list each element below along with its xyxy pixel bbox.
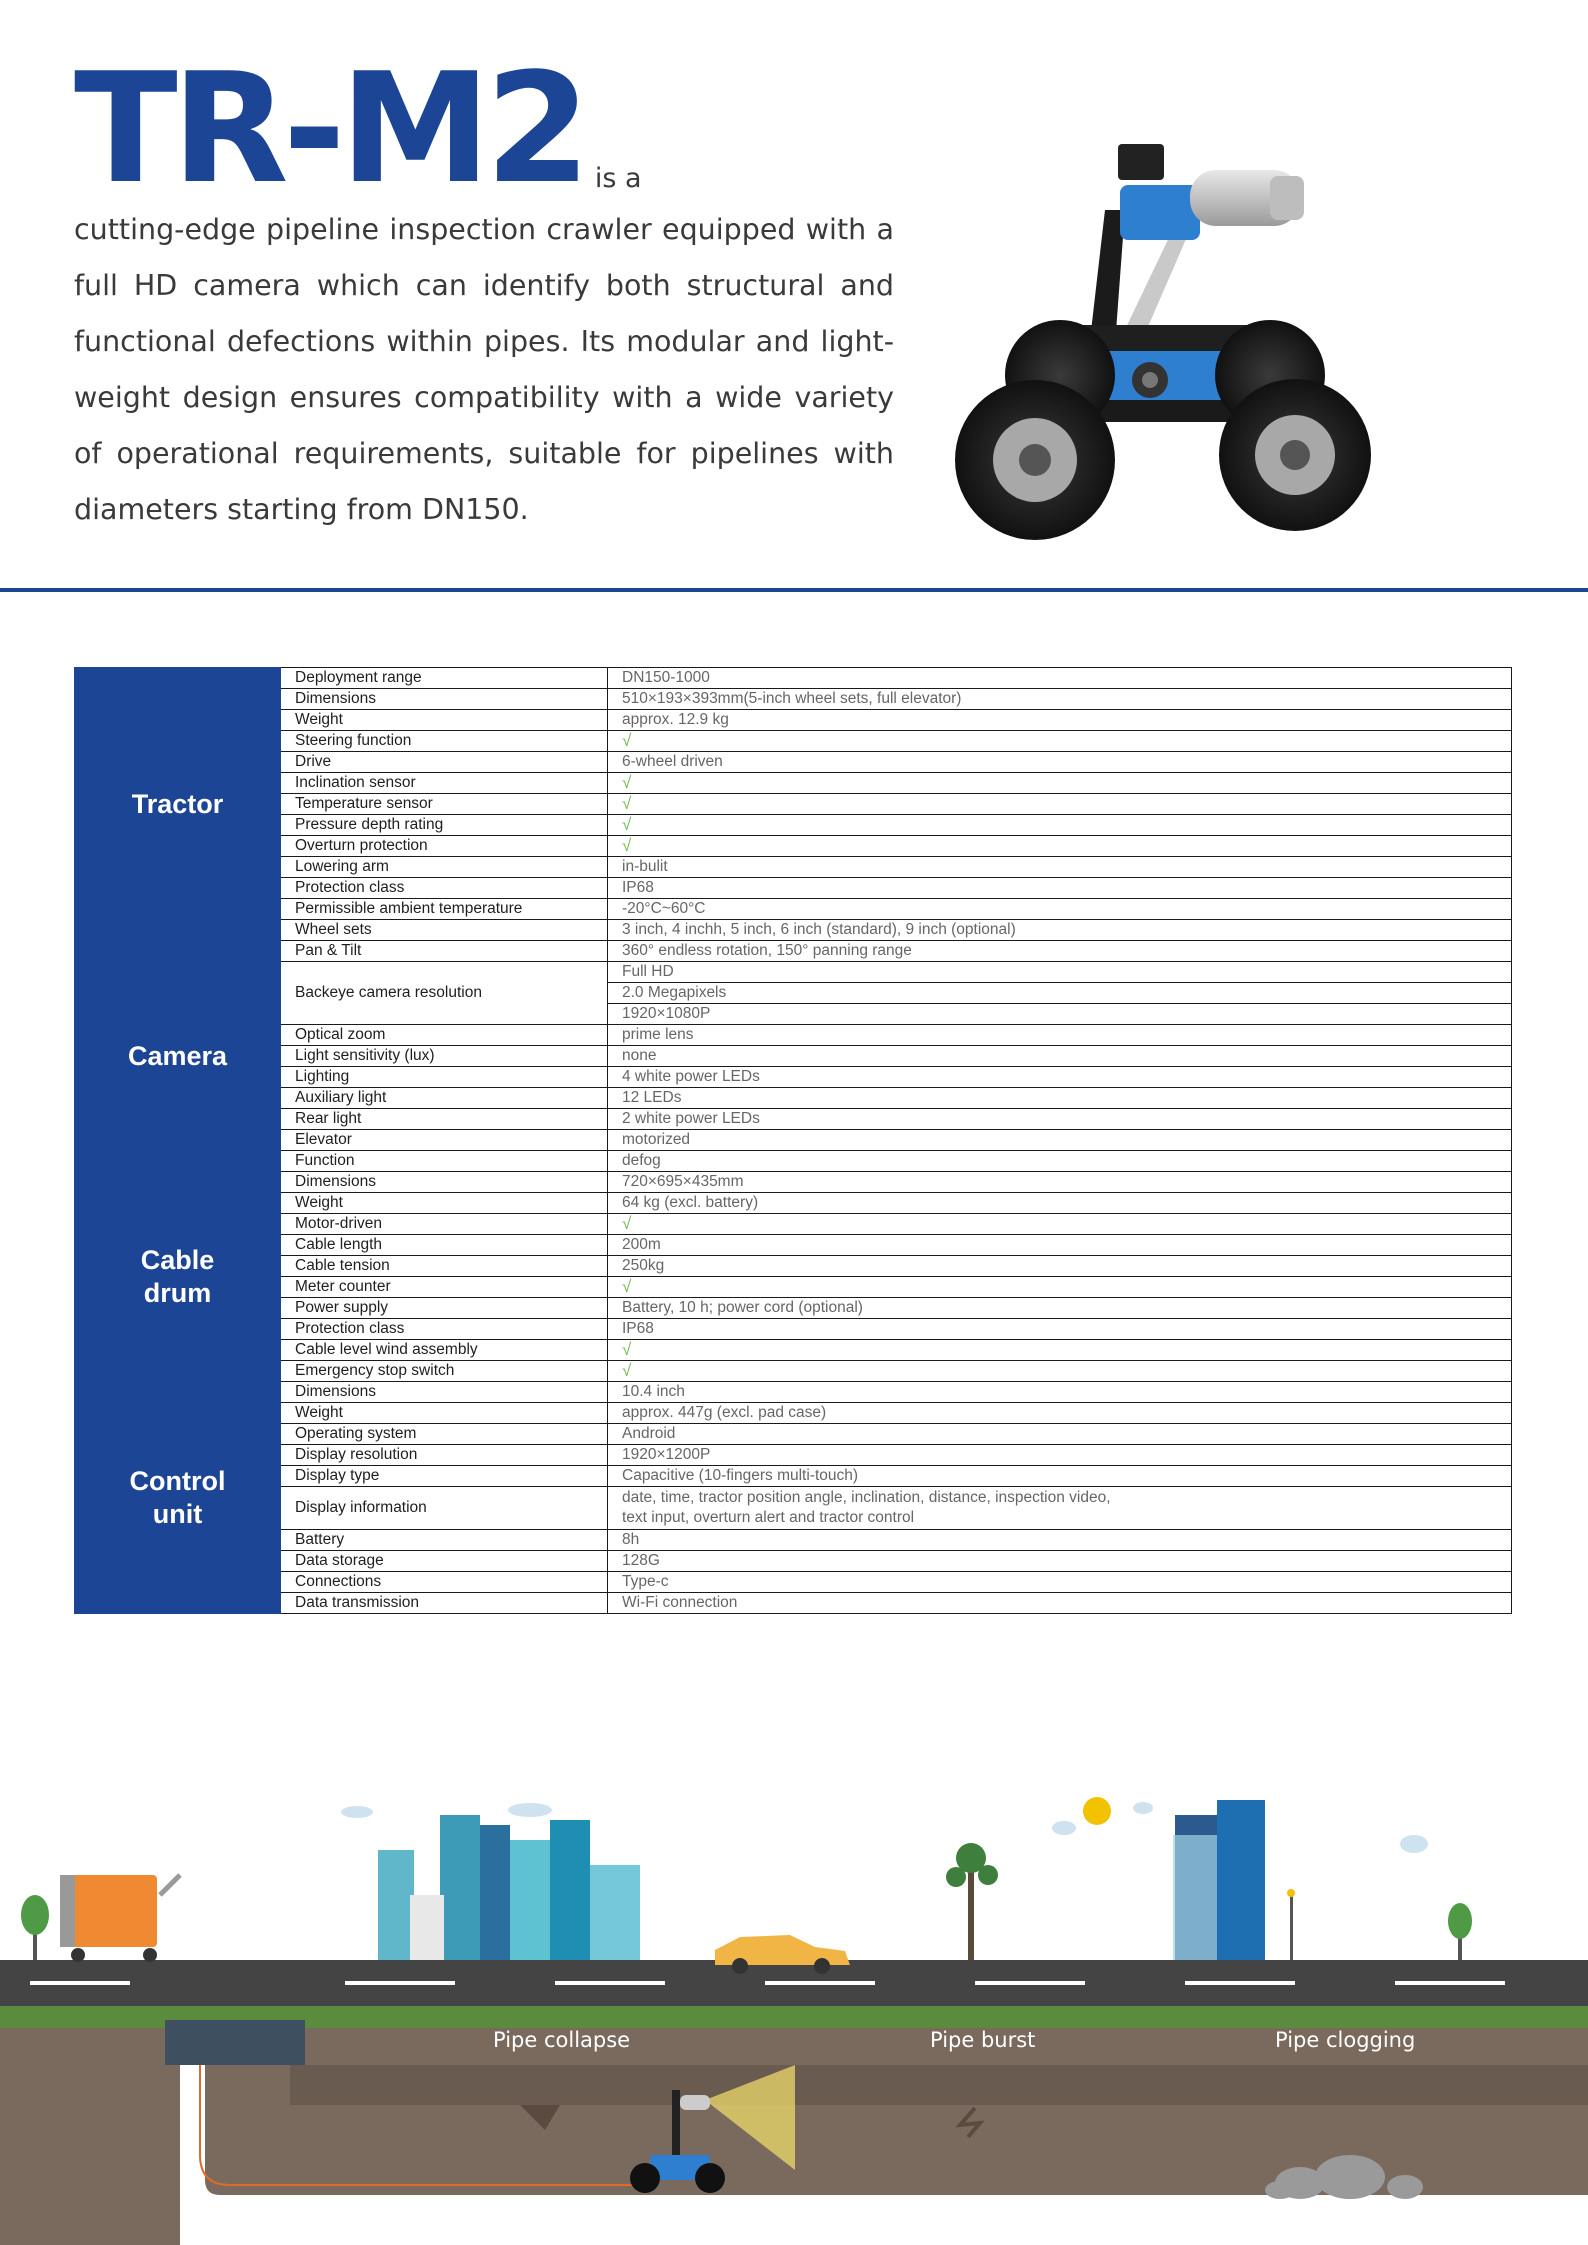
spec-value: 1920×1200P <box>608 1445 1512 1466</box>
category-label-part: Control <box>129 1465 226 1496</box>
spec-row <box>75 962 1512 983</box>
spec-value: 1920×1080P <box>608 1004 1512 1025</box>
spec-value: 4 white power LEDs <box>608 1067 1512 1088</box>
category-cable-drum <box>75 1172 281 1382</box>
spec-value: motorized <box>608 1130 1512 1151</box>
spec-value: 2 white power LEDs <box>608 1109 1512 1130</box>
spec-row <box>75 1277 1512 1298</box>
spec-row <box>75 815 1512 836</box>
category-label-part: Tractor <box>131 788 224 819</box>
spec-value: approx. 12.9 kg <box>608 710 1512 731</box>
spec-label: Dimensions <box>281 1172 608 1193</box>
spec-value: 510×193×393mm(5-inch wheel sets, full elevator) <box>608 689 1512 710</box>
spec-value: 200m <box>608 1235 1512 1256</box>
display-info-line: text input, overturn alert and tractor control <box>622 1509 915 1526</box>
title-line <box>74 40 894 217</box>
category-label-part: unit <box>152 1498 203 1529</box>
spec-label: Light sensitivity (lux) <box>281 1046 608 1067</box>
spec-value: defog <box>608 1151 1512 1172</box>
spec-row <box>75 1130 1512 1151</box>
category-label-part: drum <box>143 1277 212 1308</box>
spec-row <box>75 1445 1512 1466</box>
spec-label: Meter counter <box>281 1277 608 1298</box>
spec-label: Wheel sets <box>281 920 608 941</box>
spec-label: Cable level wind assembly <box>281 1340 608 1361</box>
spec-label: Elevator <box>281 1130 608 1151</box>
spec-row <box>75 1340 1512 1361</box>
spec-label: Pan & Tilt <box>281 941 608 962</box>
spec-label: Data transmission <box>281 1593 608 1614</box>
spec-value: 360° endless rotation, 150° panning range <box>608 941 1512 962</box>
spec-value: 250kg <box>608 1256 1512 1277</box>
spec-row <box>75 1256 1512 1277</box>
spec-label: Operating system <box>281 1424 608 1445</box>
spec-row <box>75 710 1512 731</box>
pipeline-scene-illustration <box>0 1775 1588 2245</box>
spec-label: Temperature sensor <box>281 794 608 815</box>
spec-value: √ <box>608 815 1512 836</box>
spec-label: Protection class <box>281 1319 608 1340</box>
category-camera <box>75 941 281 1172</box>
spec-value: √ <box>608 1277 1512 1298</box>
spec-label: Cable tension <box>281 1256 608 1277</box>
spec-value: Android <box>608 1424 1512 1445</box>
spec-value: 128G <box>608 1551 1512 1572</box>
spec-label: Optical zoom <box>281 1025 608 1046</box>
spec-value: 3 inch, 4 inchh, 5 inch, 6 inch (standard), 9 inch (optional) <box>608 920 1512 941</box>
spec-row <box>75 1466 1512 1487</box>
spec-value: approx. 447g (excl. pad case) <box>608 1403 1512 1424</box>
spec-table <box>74 667 1512 1614</box>
spec-label: Weight <box>281 1193 608 1214</box>
spec-value: √ <box>608 1361 1512 1382</box>
spec-row <box>75 1151 1512 1172</box>
spec-value: √ <box>608 1214 1512 1235</box>
spec-row <box>75 1319 1512 1340</box>
crawler-robot-image <box>940 130 1380 570</box>
spec-row <box>75 899 1512 920</box>
spec-value: 12 LEDs <box>608 1088 1512 1109</box>
spec-label: Rear light <box>281 1109 608 1130</box>
spec-label: Data storage <box>281 1551 608 1572</box>
spec-label: Backeye camera resolution <box>281 962 608 1025</box>
spec-label: Drive <box>281 752 608 773</box>
spec-value: 6-wheel driven <box>608 752 1512 773</box>
spec-row <box>75 941 1512 962</box>
spec-label: Motor-driven <box>281 1214 608 1235</box>
spec-row <box>75 878 1512 899</box>
spec-value: in-bulit <box>608 857 1512 878</box>
spec-label: Cable length <box>281 1235 608 1256</box>
spec-row <box>75 1382 1512 1403</box>
spec-row <box>75 1403 1512 1424</box>
spec-label: Battery <box>281 1530 608 1551</box>
spec-value: √ <box>608 836 1512 857</box>
spec-value: √ <box>608 773 1512 794</box>
spec-label: Weight <box>281 1403 608 1424</box>
spec-value: Capacitive (10-fingers multi-touch) <box>608 1466 1512 1487</box>
spec-row <box>75 1593 1512 1614</box>
header <box>74 40 894 538</box>
spec-label: Pressure depth rating <box>281 815 608 836</box>
label-pipe-collapse: Pipe collapse <box>493 2028 631 2052</box>
spec-row <box>75 1046 1512 1067</box>
spec-value: Wi-Fi connection <box>608 1593 1512 1614</box>
spec-label: Permissible ambient temperature <box>281 899 608 920</box>
city-buildings <box>378 1800 1265 1960</box>
spec-value: √ <box>608 1340 1512 1361</box>
category-label-part: Camera <box>127 1040 228 1071</box>
spec-label: Display type <box>281 1466 608 1487</box>
spec-label: Connections <box>281 1572 608 1593</box>
spec-value: Type-c <box>608 1572 1512 1593</box>
spec-value: 64 kg (excl. battery) <box>608 1193 1512 1214</box>
title-suffix: is a <box>594 163 642 194</box>
spec-value-display-information <box>608 1487 1512 1530</box>
spec-row <box>75 689 1512 710</box>
spec-label: Weight <box>281 710 608 731</box>
spec-row <box>75 857 1512 878</box>
spec-value: √ <box>608 794 1512 815</box>
spec-value: 10.4 inch <box>608 1382 1512 1403</box>
spec-row <box>75 1530 1512 1551</box>
spec-row <box>75 1424 1512 1445</box>
product-model: TR-M2 <box>74 40 585 217</box>
spec-row <box>75 1235 1512 1256</box>
spec-label: Lighting <box>281 1067 608 1088</box>
pipe-top-band <box>290 2065 1588 2105</box>
spec-label: Display resolution <box>281 1445 608 1466</box>
spec-row <box>75 1109 1512 1130</box>
spec-label: Protection class <box>281 878 608 899</box>
spec-label: Dimensions <box>281 689 608 710</box>
display-info-line: date, time, tractor position angle, inclination, distance, inspection video, <box>622 1489 1111 1506</box>
spec-row <box>75 836 1512 857</box>
spec-row <box>75 752 1512 773</box>
spec-row <box>75 1172 1512 1193</box>
spec-value: IP68 <box>608 878 1512 899</box>
spec-row <box>75 668 1512 689</box>
cable-drum-unit <box>60 1875 180 1962</box>
spec-label: Display information <box>281 1487 608 1530</box>
spec-value: IP68 <box>608 1319 1512 1340</box>
spec-row <box>75 1067 1512 1088</box>
spec-value: prime lens <box>608 1025 1512 1046</box>
manhole <box>165 2020 305 2065</box>
spec-row <box>75 920 1512 941</box>
spec-value: Full HD <box>608 962 1512 983</box>
spec-row <box>75 1551 1512 1572</box>
spec-label: Deployment range <box>281 668 608 689</box>
spec-value: DN150-1000 <box>608 668 1512 689</box>
spec-label: Power supply <box>281 1298 608 1319</box>
spec-row <box>75 773 1512 794</box>
spec-value: 720×695×435mm <box>608 1172 1512 1193</box>
category-control-unit <box>75 1382 281 1614</box>
spec-row <box>75 794 1512 815</box>
spec-label: Lowering arm <box>281 857 608 878</box>
spec-label: Inclination sensor <box>281 773 608 794</box>
spec-value: 2.0 Megapixels <box>608 983 1512 1004</box>
category-label-part: Cable <box>140 1244 215 1275</box>
spec-label: Function <box>281 1151 608 1172</box>
spec-row <box>75 1088 1512 1109</box>
spec-label: Steering function <box>281 731 608 752</box>
spec-value: 8h <box>608 1530 1512 1551</box>
spec-row <box>75 1361 1512 1382</box>
category-tractor <box>75 668 281 941</box>
product-description: cutting-edge pipeline inspection crawler equipped with a full HD camera which can identify both structural and functional defections within pipes. Its modular and light-weight design ensures compatibility with a wide variety of operational requirements, suitable for pipelines with diameters starting from DN150. <box>74 213 894 526</box>
spec-row <box>75 1025 1512 1046</box>
spec-value: √ <box>608 731 1512 752</box>
spec-value: none <box>608 1046 1512 1067</box>
spec-row <box>75 1572 1512 1593</box>
header-divider <box>0 588 1588 592</box>
spec-value: Battery, 10 h; power cord (optional) <box>608 1298 1512 1319</box>
spec-label: Emergency stop switch <box>281 1361 608 1382</box>
spec-label: Auxiliary light <box>281 1088 608 1109</box>
sun-icon <box>1083 1797 1111 1825</box>
label-pipe-burst: Pipe burst <box>930 2028 1036 2052</box>
spec-row <box>75 1193 1512 1214</box>
spec-label: Dimensions <box>281 1382 608 1403</box>
spec-row <box>75 1214 1512 1235</box>
spec-value: -20°C~60°C <box>608 899 1512 920</box>
spec-row <box>75 1298 1512 1319</box>
label-pipe-clogging: Pipe clogging <box>1275 2028 1416 2052</box>
spec-label: Overturn protection <box>281 836 608 857</box>
spec-row <box>75 1487 1512 1530</box>
spec-row <box>75 731 1512 752</box>
